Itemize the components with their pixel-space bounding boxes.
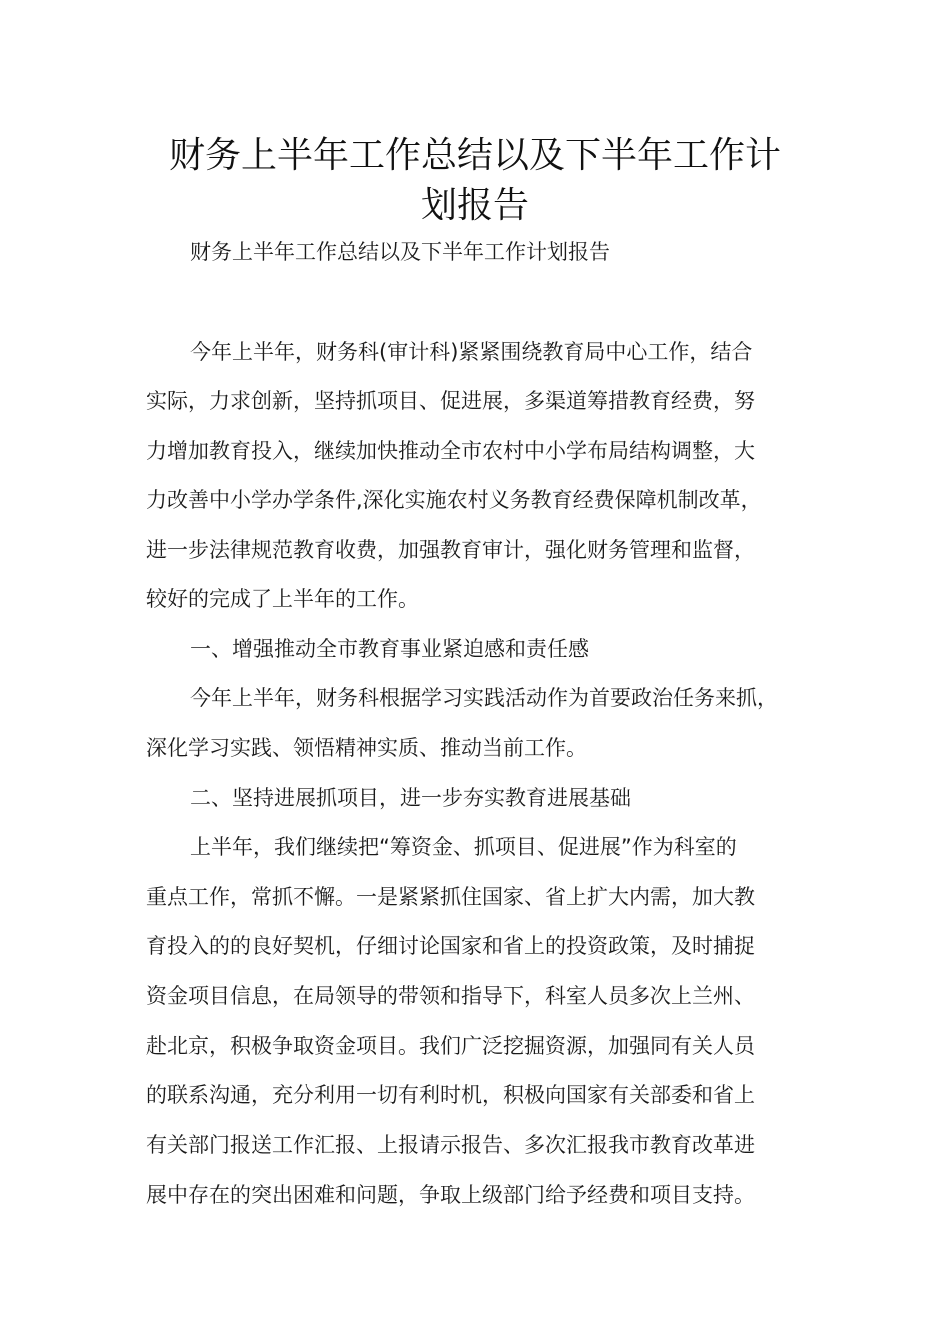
paragraph-2-line: 深化学习实践、领悟精神实质、推动当前工作。: [146, 736, 587, 760]
section-heading-1: 一、增强推动全市教育事业紧迫感和责任感: [190, 637, 589, 661]
paragraph-2-line: 今年上半年，财务科根据学习实践活动作为首要政治任务来抓，: [190, 686, 778, 710]
paragraph-1-line: 今年上半年，财务科(审计科)紧紧围绕教育局中心工作，结合: [190, 340, 753, 364]
paragraph-1-line: 进一步法律规范教育收费，加强教育审计，强化财务管理和监督，: [146, 538, 755, 562]
paragraph-1-line: 实际，力求创新，坚持抓项目、促进展，多渠道筹措教育经费，努: [146, 389, 755, 413]
paragraph-3-line: 资金项目信息，在局领导的带领和指导下，科室人员多次上兰州、: [146, 984, 755, 1008]
paragraph-3-line: 上半年，我们继续把“筹资金、抓项目、促进展”作为科室的: [190, 835, 737, 859]
paragraph-3-line: 育投入的的良好契机，仔细讨论国家和省上的投资政策，及时捕捉: [146, 934, 755, 958]
paragraph-3-line: 展中存在的突出困难和问题，争取上级部门给予经费和项目支持。: [146, 1183, 755, 1207]
section-heading-2: 二、坚持进展抓项目，进一步夯实教育进展基础: [190, 786, 631, 810]
paragraph-1-line: 力改善中小学办学条件,深化实施农村义务教育经费保障机制改革，: [146, 488, 762, 512]
document-title-line-2: 划报告: [420, 185, 529, 226]
paragraph-1-line: 力增加教育投入，继续加快推动全市农村中小学布局结构调整，大: [146, 439, 755, 463]
paragraph-1-line: 较好的完成了上半年的工作。: [146, 587, 419, 611]
paragraph-3-line: 重点工作，常抓不懈。一是紧紧抓住国家、省上扩大内需，加大教: [146, 885, 755, 909]
document-title-line-1: 财务上半年工作总结以及下半年工作计: [168, 135, 781, 176]
document-subtitle: 财务上半年工作总结以及下半年工作计划报告: [190, 240, 610, 264]
paragraph-3-line: 的联系沟通，充分利用一切有利时机，积极向国家有关部委和省上: [146, 1083, 755, 1107]
paragraph-3-line: 有关部门报送工作汇报、上报请示报告、多次汇报我市教育改革进: [146, 1133, 755, 1157]
paragraph-3-line: 赴北京，积极争取资金项目。我们广泛挖掘资源，加强同有关人员: [146, 1034, 755, 1058]
